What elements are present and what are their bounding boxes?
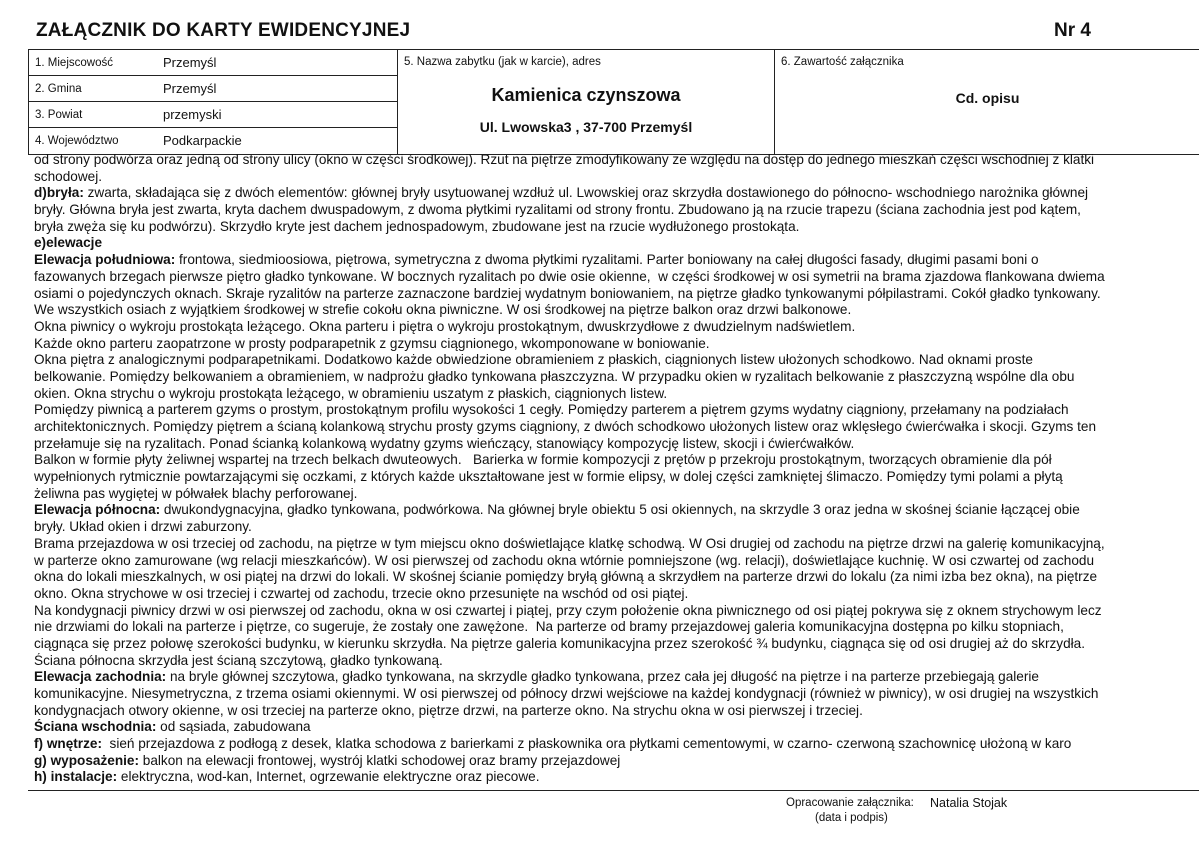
- text-line: [34, 486, 1194, 503]
- text-line: [34, 519, 1194, 536]
- document-title: ZAŁĄCZNIK DO KARTY EWIDENCYJNEJ: [36, 20, 411, 41]
- field-row-miejscowosc: [29, 50, 398, 76]
- line-text: osiami o pojedynczych oknach. Skraje ryzalitów na parterze zaznaczone bardziej wydatnym boniowaniem, na piętrze gładko tynkowanymi półpilastrami. Cokół gładko tynkowany.: [34, 285, 1101, 301]
- text-line: [34, 319, 1194, 336]
- section-heading: Elewacja południowa:: [34, 252, 176, 268]
- prepared-by-label: Opracowanie załącznika:: [786, 797, 914, 809]
- line-text: bryły. Układ okien i drzwi zaburzony.: [34, 519, 252, 535]
- text-line: [34, 202, 1194, 219]
- line-text: bryły. Główna bryła jest zwarta, kryta dachem dwuspadowym, z dwoma płytkimi ryzalitami od strony frontu. Zbudowano ją na rzucie trapezu (ściana zachodnia jest pod kątem,: [34, 202, 1081, 218]
- field-value: Przemyśl: [163, 55, 217, 70]
- text-line: [34, 686, 1194, 703]
- text-line: [34, 302, 1194, 319]
- field-row-gmina: [29, 76, 398, 102]
- attachment-number: Nr 4: [1054, 20, 1091, 41]
- text-line: [34, 636, 1194, 653]
- location-fields: [29, 50, 398, 154]
- text-line: [34, 736, 1194, 753]
- line-text: wypełnionych rytmicznie powtarzającymi się oczkami, z których każde ukształtowane jest w formie elipsy, w dolej części zamkniętej ślimaczo. Pomiędzy tymi polami a płytą: [34, 469, 1063, 485]
- text-line: [34, 436, 1194, 453]
- line-text: Balkon w formie płyty żeliwnej wspartej na trzech belkach dwuteowych. Barierka w formie kompozycji z prętów p przekroju prostokątnym, tworzących obramienie dla pół: [34, 452, 1052, 468]
- field-label: 1. Miejscowość: [35, 57, 113, 69]
- text-line: [34, 169, 1194, 186]
- section-heading: e)elewacje: [34, 235, 103, 251]
- line-text: schodowej.: [34, 168, 103, 184]
- text-line: [34, 619, 1194, 636]
- line-text: architektonicznych. Pomiędzy piętrem a ścianą kolankową strychu prosty gzyms ciągniony, z dwóch schodkowo ułożonych listew oraz wklęsłego ćwierćwałka i skocji. Gzyms ten: [34, 419, 1097, 434]
- section-heading: f) wnętrze:: [34, 736, 102, 752]
- section-heading: h) instalacje:: [34, 769, 118, 785]
- author-name: Natalia Stojak: [930, 796, 1008, 810]
- field-value: Podkarpackie: [163, 133, 242, 148]
- text-line: [34, 769, 1194, 786]
- line-text: Ściana północna skrzydła jest ścianą szczytową, gładko tynkowaną.: [34, 652, 443, 668]
- section-heading: d)bryła:: [34, 185, 84, 201]
- line-text: Pomiędzy piwnicą a parterem gzyms o prostym, prostokątnym profilu wysokości 1 cegły. Pomiędzy parterem a piętrem gzyms wydatny ciągniony, przełamany na podziałach: [34, 402, 1069, 418]
- line-text: fazowanych brzegach pierwsze piętro gładko tynkowane. W bocznych ryzalitach po dwie osie okienne, w części środkowej w osi symetrii na brama zjazdowa flankowana dwiema: [34, 268, 1105, 284]
- header-table: [28, 49, 1199, 155]
- text-line: [34, 753, 1194, 770]
- line-text: frontowa, siedmioosiowa, piętrowa, symetryczna z dwoma płytkimi ryzalitami. Parter boniowany na całej długości fasady, długimi pasami boni o: [175, 252, 1039, 268]
- section-heading: Ściana wschodnia:: [34, 719, 157, 735]
- line-text: okno. Okna strychowe w osi trzeciej i czwartej od zachodu, trzecie okno przesunięte na wschód od osi piątej.: [34, 585, 689, 601]
- line-text: Brama przejazdowa w osi trzeciej od zachodu, na piętrze w tym miejscu okno doświetlające klatkę schodwą. W Osi drugiej od zachodu na piętrze drzwi na galerię komunikacyjną,: [34, 535, 1105, 551]
- monument-name: Kamienica czynszowa: [491, 85, 681, 105]
- contents-cell: [775, 50, 1199, 154]
- line-text: Każde okno parteru zaopatrzone w prosty podparapetnik z gzymsu ciągnionego, wkomponowane w boniowanie.: [34, 335, 710, 351]
- field-label: 3. Powiat: [35, 109, 83, 121]
- text-line: [34, 586, 1194, 603]
- description-body: [34, 152, 1194, 786]
- field-row-powiat: [29, 102, 398, 128]
- field-label: 2. Gmina: [35, 83, 82, 95]
- text-line: [34, 369, 1194, 386]
- line-text: na bryle głównej szczytowa, gładko tynkowana, na skrzydle gładko tynkowana, przez cała jej długość na piętrze i na parterze przebiegają galerie: [166, 669, 1039, 685]
- line-text: od strony podwórza oraz jedną od strony ulicy (okno w części środkowej). Rzut na piętrze zmodyfikowany ze względu na dostęp do jednego mieszkań części wschodniej z klatki: [34, 152, 1095, 167]
- line-text: przełamuje się na ryzalitach. Ponad ścianką kolankową wydatny gzyms wieńczący, stanowiący kompozycję listew, skocji i ćwierćwałków.: [34, 435, 855, 451]
- line-text: komunikacyjne. Niesymetryczna, z trzema osiami okiennymi. W osi pierwszej od północy drzwi wejściowe na każdej kondygnacji (również w piwnicy), w osi drugiej na wszystkich: [34, 686, 1099, 701]
- line-text: kondygnacjach otwory okienne, w osi trzeciej na parterze okno, piętrze drzwi, na parterze okno. Na strychu okna w osi pierwszej i trzeciej.: [34, 702, 863, 718]
- text-line: [34, 419, 1194, 436]
- contents-value: Cd. opisu: [955, 90, 1020, 106]
- field-label: 4. Województwo: [35, 135, 119, 147]
- text-line: [34, 536, 1194, 553]
- line-text: Okna piwnicy o wykroju prostokąta leżącego. Okna parteru i piętra o wykroju prostokątnym, dwuskrzydłowe z dwudzielnym nadświetlem.: [34, 318, 856, 334]
- section-heading: g) wyposażenie:: [34, 752, 139, 768]
- text-line: [34, 703, 1194, 720]
- text-line: [34, 269, 1194, 286]
- line-text: od sąsiada, zabudowana: [156, 719, 311, 735]
- text-line: [34, 235, 1194, 252]
- field-row-wojewodztwo: [29, 128, 398, 154]
- line-text: belkowanie. Pomiędzy belkowaniem a obramieniem, w nadprożu gładko tynkowana płaszczyzna. W przypadku okien w ryzalitach belkowanie z płaszczyzną wspólne dla obu: [34, 368, 1075, 384]
- line-text: Okna piętra z analogicznymi podparapetnikami. Dodatkowo każde obwiedzione obramieniem z płaskich, ciągnionych listew ułożonych schodkowo. Nad oknami proste: [34, 352, 1033, 368]
- text-line: [34, 185, 1194, 202]
- text-line: [34, 653, 1194, 670]
- text-line: [34, 219, 1194, 236]
- date-signature-label: (data i podpis): [815, 812, 888, 824]
- text-line: [34, 336, 1194, 353]
- text-line: [34, 669, 1194, 686]
- line-text: sień przejazdowa z podłogą z desek, klatka schodowa z barierkami z płaskownika ora płytkami cementowymi, w czarno- czerwoną szachownicę ułożoną w karo: [101, 736, 1072, 752]
- contents-label: 6. Zawartość załącznika: [781, 56, 904, 68]
- text-line: [34, 286, 1194, 303]
- line-text: zwarta, składająca się z dwóch elementów: głównej bryły usytuowanej wzdłuż ul. Lwowskiej oraz skrzydła dostawionego do północno- wschodniego narożnika głównej: [83, 185, 1089, 201]
- text-line: [34, 553, 1194, 570]
- field-value: przemyski: [163, 107, 222, 122]
- text-line: [34, 152, 1194, 169]
- divider: [28, 790, 1199, 791]
- text-line: [34, 402, 1194, 419]
- text-line: [34, 469, 1194, 486]
- line-text: żeliwna pas wygiętej w półwałek blachy perforowanej.: [34, 485, 358, 501]
- line-text: bryła zwęża się ku podwórzu). Skrzydło kryte jest dachem jednospadowym, zbudowane jest na rzucie wydłużonego prostokąta.: [34, 218, 800, 234]
- line-text: okna do lokali mieszkalnych, w osi piątej na drzwi do lokali. W skośnej ścianie pomiędzy bryłą główną a skrzydłem na parterze drzwi do lokalu (za nimi izba bez okna), na piętrze: [34, 569, 1098, 585]
- text-line: [34, 352, 1194, 369]
- line-text: okien. Okna strychu o wykroju prostokąta leżącego, w obramieniu uszatym z płaskich, ciągnionych listew.: [34, 385, 668, 401]
- line-text: nie drzwiami do lokali na parterze i piętrze, co sugeruje, że zostały one zawężone. Na parterze od bramy przejazdowej galeria komunikacyjna dostępna po kilku stopniach,: [34, 619, 1064, 635]
- section-heading: Elewacja zachodnia:: [34, 669, 167, 685]
- line-text: elektryczna, wod-kan, Internet, ogrzewanie elektryczne oraz piecowe.: [117, 769, 540, 785]
- text-line: [34, 719, 1194, 736]
- field-value: Przemyśl: [163, 81, 217, 96]
- line-text: Na kondygnacji piwnicy drzwi w osi pierwszej od zachodu, okna w osi czwartej i piątej, przy czym położenie okna piwnicznego od osi piątej pokrywa się z oknem strychowym lecz: [34, 602, 1102, 618]
- monument-address: Ul. Lwowska3 , 37-700 Przemyśl: [479, 119, 693, 135]
- section-heading: Elewacja północna:: [34, 502, 161, 518]
- text-line: [34, 252, 1194, 269]
- line-text: ciągnąca się przez połowę szerokości budynku, w kierunku skrzydła. Na piętrze galeria komunikacyjna przez szerokość ¾ budynku, ciągnąca się od osi drugiej aż do skrzydła.: [34, 635, 1086, 651]
- text-line: [34, 452, 1194, 469]
- text-line: [34, 386, 1194, 403]
- text-line: [34, 603, 1194, 620]
- text-line: [34, 502, 1194, 519]
- monument-cell: [398, 50, 775, 154]
- line-text: balkon na elewacji frontowej, wystrój klatki schodowej oraz bramy przejazdowej: [139, 752, 621, 768]
- monument-label: 5. Nazwa zabytku (jak w karcie), adres: [404, 56, 601, 68]
- text-line: [34, 569, 1194, 586]
- line-text: We wszystkich osiach z wyjątkiem środkowej w strefie cokołu okna piwniczne. W osi środkowej na piętrze balkon oraz drzwi balkonowe.: [34, 302, 852, 318]
- line-text: dwukondygnacyjna, gładko tynkowana, podwórkowa. Na głównej bryle obiektu 5 osi okiennych, na skrzydle 3 oraz jedna w skośnej ścianie łączącej obie: [160, 502, 1080, 518]
- line-text: w parterze okno zamurowane (wg relacji mieszkańców). W osi pierwszej od zachodu okna wtórnie pomniejszone (wg. relacji), doświetlające kuchnię. W osi czwartej od zachodu: [34, 552, 1095, 568]
